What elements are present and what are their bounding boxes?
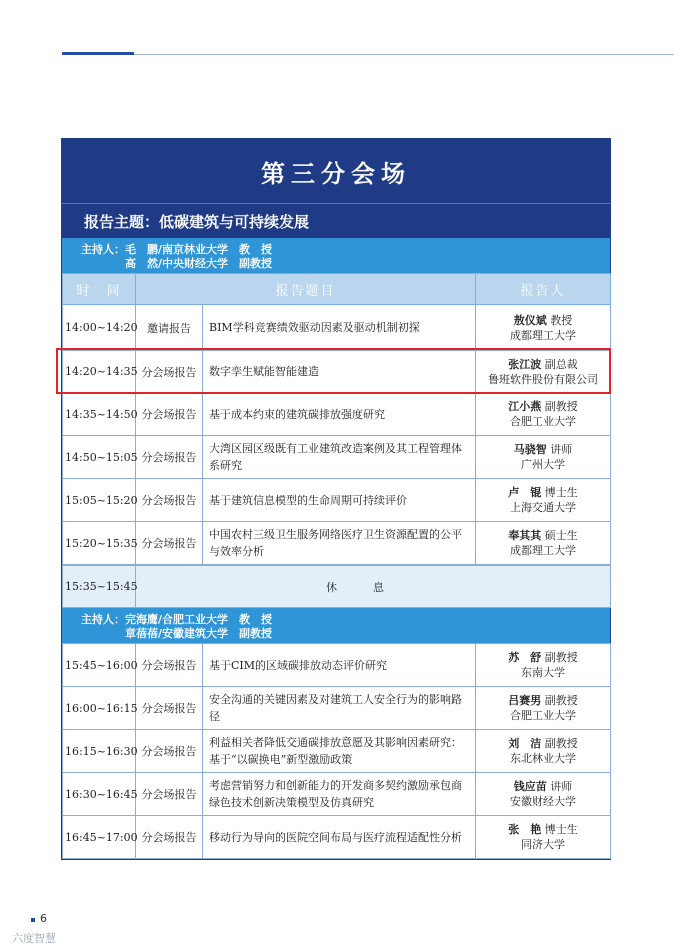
host-label: 主持人： — [81, 243, 125, 256]
row-topic: 大湾区园区级既有工业建筑改造案例及其工程管理体系研究 — [203, 436, 476, 479]
row-speaker — [476, 305, 611, 351]
speaker-title: 副教授 — [544, 694, 578, 707]
speaker-org: 成都理工大学 — [510, 328, 577, 342]
speaker-title: 讲师 — [550, 780, 573, 793]
table-row — [63, 436, 611, 479]
row-kind: 分会场报告 — [136, 479, 203, 522]
row-time: 16:15~16:30 — [63, 730, 136, 773]
host-name: 章蓓蓓/安徽建筑大学 副教授 — [125, 627, 273, 640]
column-header-time: 时 间 — [63, 274, 136, 305]
table-row — [63, 730, 611, 773]
speaker-org: 鲁班软件股份有限公司 — [488, 372, 599, 386]
row-time: 14:35~14:50 — [63, 393, 136, 436]
row-time: 16:30~16:45 — [63, 773, 136, 816]
speaker-name: 马骁智 — [513, 443, 547, 456]
row-time: 16:00~16:15 — [63, 687, 136, 730]
break-label: 休息 — [136, 566, 611, 608]
host-name: 高 然/中央财经大学 副教授 — [125, 257, 273, 270]
session-1-body — [63, 305, 611, 565]
session-2-body — [63, 644, 611, 859]
row-kind: 分会场报告 — [136, 730, 203, 773]
row-time: 15:45~16:00 — [63, 644, 136, 687]
row-kind: 分会场报告 — [136, 816, 203, 859]
row-topic: 中国农村三级卫生服务网络医疗卫生资源配置的公平与效率分析 — [203, 522, 476, 565]
host-name: 完海鹰/合肥工业大学 教 授 — [125, 613, 273, 626]
row-topic: 基于CIM的区域碳排放动态评价研究 — [203, 644, 476, 687]
host-label: 主持人： — [81, 613, 125, 626]
host-line — [62, 612, 610, 626]
row-kind: 分会场报告 — [136, 687, 203, 730]
host-line — [62, 256, 610, 270]
column-header-topic: 报告题目 — [136, 274, 476, 305]
speaker-name: 敖仪斌 — [513, 313, 547, 327]
speaker-title: 博士生 — [544, 486, 578, 499]
speaker-org: 上海交通大学 — [510, 501, 577, 514]
row-kind: 分会场报告 — [136, 393, 203, 436]
speaker-name: 张江波 — [508, 357, 542, 371]
host-line — [62, 626, 610, 640]
table-row — [63, 816, 611, 859]
row-time: 14:50~15:05 — [63, 436, 136, 479]
speaker-name: 奉其其 — [508, 529, 542, 542]
speaker-name: 钱应苗 — [513, 780, 547, 793]
break-table — [62, 565, 611, 608]
speaker-title: 副教授 — [544, 651, 578, 664]
host-block-2 — [62, 608, 610, 643]
speaker-name: 苏 舒 — [508, 651, 542, 664]
row-topic: 考虑营销努力和创新能力的开发商多契约激励承包商绿色技术创新决策模型及仿真研究 — [203, 773, 476, 816]
row-kind: 分会场报告 — [136, 436, 203, 479]
speaker-line — [477, 779, 609, 794]
row-time: 15:20~15:35 — [63, 522, 136, 565]
host-line — [62, 242, 610, 256]
row-topic: 数字孪生赋能智能建造 — [203, 351, 476, 393]
row-topic: BIM学科竞赛绩效驱动因素及驱动机制初探 — [203, 305, 476, 351]
row-speaker — [476, 644, 611, 687]
speaker-line — [477, 357, 609, 372]
row-topic: 基于建筑信息模型的生命周期可持续评价 — [203, 479, 476, 522]
row-topic: 安全沟通的关键因素及对建筑工人安全行为的影响路径 — [203, 687, 476, 730]
speaker-title: 博士生 — [544, 823, 578, 836]
page-mark — [31, 918, 35, 922]
table-row — [63, 305, 611, 351]
schedule-sheet — [61, 138, 611, 860]
speaker-org: 安徽财经大学 — [510, 795, 576, 808]
row-time: 15:05~15:20 — [63, 479, 136, 522]
speaker-title: 硕士生 — [544, 529, 578, 542]
speaker-line — [477, 528, 609, 543]
speaker-name: 卢 锟 — [508, 486, 542, 499]
row-time: 14:00~14:20 — [63, 305, 136, 351]
break-time: 15:35~15:45 — [63, 566, 136, 608]
speaker-name: 张 艳 — [508, 823, 542, 836]
column-header-speaker: 报告人 — [476, 274, 611, 305]
row-kind: 邀请报告 — [136, 305, 203, 351]
row-time: 16:45~17:00 — [63, 816, 136, 859]
table-row — [63, 479, 611, 522]
table-row — [63, 773, 611, 816]
row-time: 14:20~14:35 — [63, 351, 136, 393]
row-speaker — [476, 436, 611, 479]
speaker-org: 合肥工业大学 — [510, 709, 576, 722]
speaker-line — [477, 485, 609, 500]
table-row — [63, 393, 611, 436]
table-row — [63, 522, 611, 565]
row-topic: 利益相关者降低交通碳排放意愿及其影响因素研究：基于“以碳换电”新型激励政策 — [203, 730, 476, 773]
speaker-title: 讲师 — [550, 443, 573, 456]
column-header-row — [63, 274, 611, 305]
speaker-name: 吕赛男 — [508, 694, 542, 707]
schedule-table-2 — [62, 643, 611, 859]
row-kind: 分会场报告 — [136, 773, 203, 816]
speaker-line — [477, 736, 609, 751]
table-row — [63, 687, 611, 730]
speaker-line — [477, 442, 609, 457]
speaker-title: 副教授 — [544, 400, 578, 413]
break-row — [63, 566, 611, 608]
speaker-line — [477, 693, 609, 708]
host-name: 毛 鹏/南京林业大学 教 授 — [125, 243, 273, 256]
top-rule-accent — [62, 52, 134, 55]
table-row — [63, 644, 611, 687]
row-speaker — [476, 687, 611, 730]
row-kind: 分会场报告 — [136, 522, 203, 565]
row-speaker — [476, 393, 611, 436]
page-number: 6 — [40, 912, 47, 925]
speaker-org: 广州大学 — [521, 458, 566, 471]
speaker-org: 东南大学 — [521, 666, 565, 679]
speaker-line — [477, 822, 609, 837]
speaker-title: 教授 — [550, 313, 573, 327]
speaker-title: 副教授 — [544, 737, 578, 750]
speaker-org: 合肥工业大学 — [510, 415, 577, 428]
row-kind: 分会场报告 — [136, 644, 203, 687]
row-kind: 分会场报告 — [136, 351, 203, 393]
speaker-line — [477, 313, 609, 328]
row-speaker — [476, 351, 611, 393]
speaker-org: 东北林业大学 — [510, 752, 576, 765]
watermark: 六度智慧 — [12, 932, 56, 945]
speaker-name: 刘 洁 — [508, 737, 542, 750]
speaker-org: 成都理工大学 — [510, 544, 577, 557]
speaker-name: 江小燕 — [508, 400, 542, 413]
row-speaker — [476, 479, 611, 522]
row-topic: 基于成本约束的建筑碳排放强度研究 — [203, 393, 476, 436]
speaker-line — [477, 399, 609, 414]
row-speaker — [476, 730, 611, 773]
speaker-title: 副总裁 — [544, 357, 578, 371]
host-block-1 — [62, 238, 610, 273]
hall-title: 第三分会场 — [62, 139, 610, 203]
row-speaker — [476, 773, 611, 816]
speaker-org: 同济大学 — [521, 838, 565, 851]
row-speaker — [476, 816, 611, 859]
table-row — [63, 351, 611, 393]
schedule-table-1 — [62, 273, 611, 565]
speaker-line — [477, 650, 609, 665]
row-topic: 移动行为导向的医院空间布局与医疗流程适配性分析 — [203, 816, 476, 859]
top-rule — [62, 54, 674, 55]
report-theme: 报告主题：低碳建筑与可持续发展 — [62, 203, 610, 238]
row-speaker — [476, 522, 611, 565]
